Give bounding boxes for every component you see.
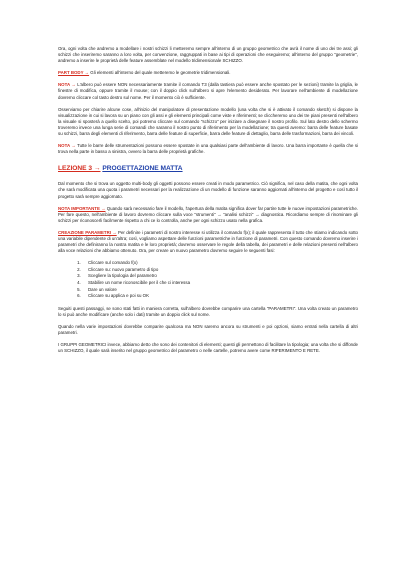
paragraph-create-params [58,230,358,254]
paragraph-note-tree [58,82,358,100]
paragraph-note-toolbars [58,143,358,155]
note-label-2: NOTA → [58,143,76,149]
paragraph-multibody: Dal momento che si trova un oggetto multi-body gli oggetti possono essere creati in modo parametrico. Ciò significa, nel caso della matita, che ogni volta che sarà modificata una quota i parametri necessari per la realizzazione di un modello di funzione saranno aggiornati all'interno del progetto e così tutto il progetto sarà sempre aggiornato. [58,181,358,199]
important-note-label: NOTA IMPORTANTE → [58,205,106,211]
list-item: 4. Stabilire un nome riconoscibile per il che ci interessa [82,280,358,287]
document-page [58,46,358,360]
list-item: 1. Cliccare sul comando f(x) [82,260,358,267]
important-note-text: Quando sarà necessario fare il modello, l'apertura della matita significa dover far partire tutte le nuove impostazioni parametriche. Per fare questo, nell'ambiente di lavoro dovremo cliccare sulla voce "strumenti" → "analisi schizzi" → diagnostica. Ricordiamo sempre di rinominare gli schizzi per riconoscerli facilmente rispetto a chi ce lo controlla, anche per ogni schizzo usato nella grafica. [58,205,358,223]
note-label: NOTA → [58,82,76,88]
paragraph-geometric-groups: I GRUPPI GEOMETRICI invece, abbiamo detto che sono dei contenitori di elementi; questi gli permettono di facilitare la tipologia; una volta che si diffonde un SCHIZZO, il quale sarà inserito nel gruppo geometrico del parametro o nelle cartelle, potremo avere come RIFERIMENTO E RETE. [58,342,358,354]
list-item: 3. Scegliere la tipologia del parametro [82,273,358,280]
create-params-text: Per definire i parametri di nostro interesse si utilizza il comando f(x); il quale rappresenta il tutto che stiamo indicando sotto una variabile dipendente di un'altra; così, vogliamo aspettare delle funzioni parametriche in funzione di parametri. Con questo comando dovremo inserire i parametri che definiranno la nostra matita e le loro proprietà; dovremo osservare le regole della tabella, dei parametri e delle relazioni presenti nell'albero alla voce relazioni che abbiamo ottenuto. Ora, per creare un nuovo parametro dovremo seguire le seguenti fasi: [58,229,358,254]
lesson-number: LEZIONE 3 → [58,165,101,173]
lesson-title: PROGETTAZIONE MATTA [102,165,183,173]
paragraph-manipulator: Osserviamo per chiarire alcune cose, all'inizio del manipolatore di presentazione modello (una volta che si è attivato il comando sketch) si dispone la visualizzazione in cui si lavora su un piano con gli assi e gli elementi principali come viste e riferimenti; se cliccheremo uno dei tre piani presenti nell'albero la visuale si sposterà a quello scelto, poi potremo cliccare sul comando "schizzo" per iniziare a disegnare il nostro profilo. Sul lato destro dello schermo troveremo invece una lunga serie di comandi che saranno il nostro punto di riferimento per la modellazione; tra questi avremo: barra delle feature basate su schizzi, barra degli elementi di riferimento, barra delle feature di superficie, barra delle feature di dettaglio, barra delle trasformazioni, barra dei vincoli. [58,106,358,137]
create-params-label: CREAZIONE PARAMETRI → [58,229,117,235]
part-body-label: PART BODY → [58,70,90,76]
part-body-text: Gli elementi all'interno del quale metteremo le geometrie tridimensionali. [90,70,231,76]
note-toolbars-text: Tutte le barre delle strumentazioni possono essere spostate in una qualsiasi parte dell'ambiente di lavoro. Una barra importante è quella che si trova nella parte in basso a sinistra, ovvero la barra delle proprietà grafiche. [58,143,359,155]
paragraph-important-note [58,206,358,224]
paragraph-settings: Quando nella varie impostazioni dovrebbe comparire qualcosa ma NON saremo ancora su strumenti e poi opzioni, siamo entrati nella cartella di altri parametri. [58,324,358,336]
note-tree-text: L'albero può essere NON necessariamente tramite il comando T3 (dalla tastiera può essere anche spostato per le sezioni) tramite la griglia, le finestre di modifica, oppure tramite il mouse; con il doppio click sull'albero si apre l'elemento desiderato. Per lavorare nell'ambiente di modellazione dovremo cliccare col tasto destro sul nome. Per il momento ciò è sufficiente. [58,82,358,100]
steps-list [58,260,358,300]
lesson-heading [58,165,358,173]
list-item: 2. Cliccare su: nuovo parametro di tipo [82,267,358,274]
paragraph-part-body [58,70,358,76]
paragraph-after-steps: Seguiti questi passaggi, se sono stati fatti in maniera corretta, sull'albero dovrebbe comparire una cartella "PARAMETRI". Una volta creato un parametro lo si può anche modificare (anche solo i dati) tramite un doppio click sul nome. [58,305,358,317]
list-item: 6. Cliccare su applica e poi su OK [82,293,358,300]
list-item: 5. Dare un valore [82,287,358,294]
paragraph-intro: Ora, ogni volta che andremo a modellare i nostri schizzi li metteremo sempre all'interno di un gruppo geometrico che avrà il nome di uno dei tre assi; gli schizzi che inseriremo saranno a loro volta, per convenzione, raggruppati in base ai tipi di operazioni che eseguiremo; all'interno del gruppo "geometrie", andremo a inserire le proprietà delle feature assemblate nel modello tridimensionale SCHIZZO. [58,46,358,64]
